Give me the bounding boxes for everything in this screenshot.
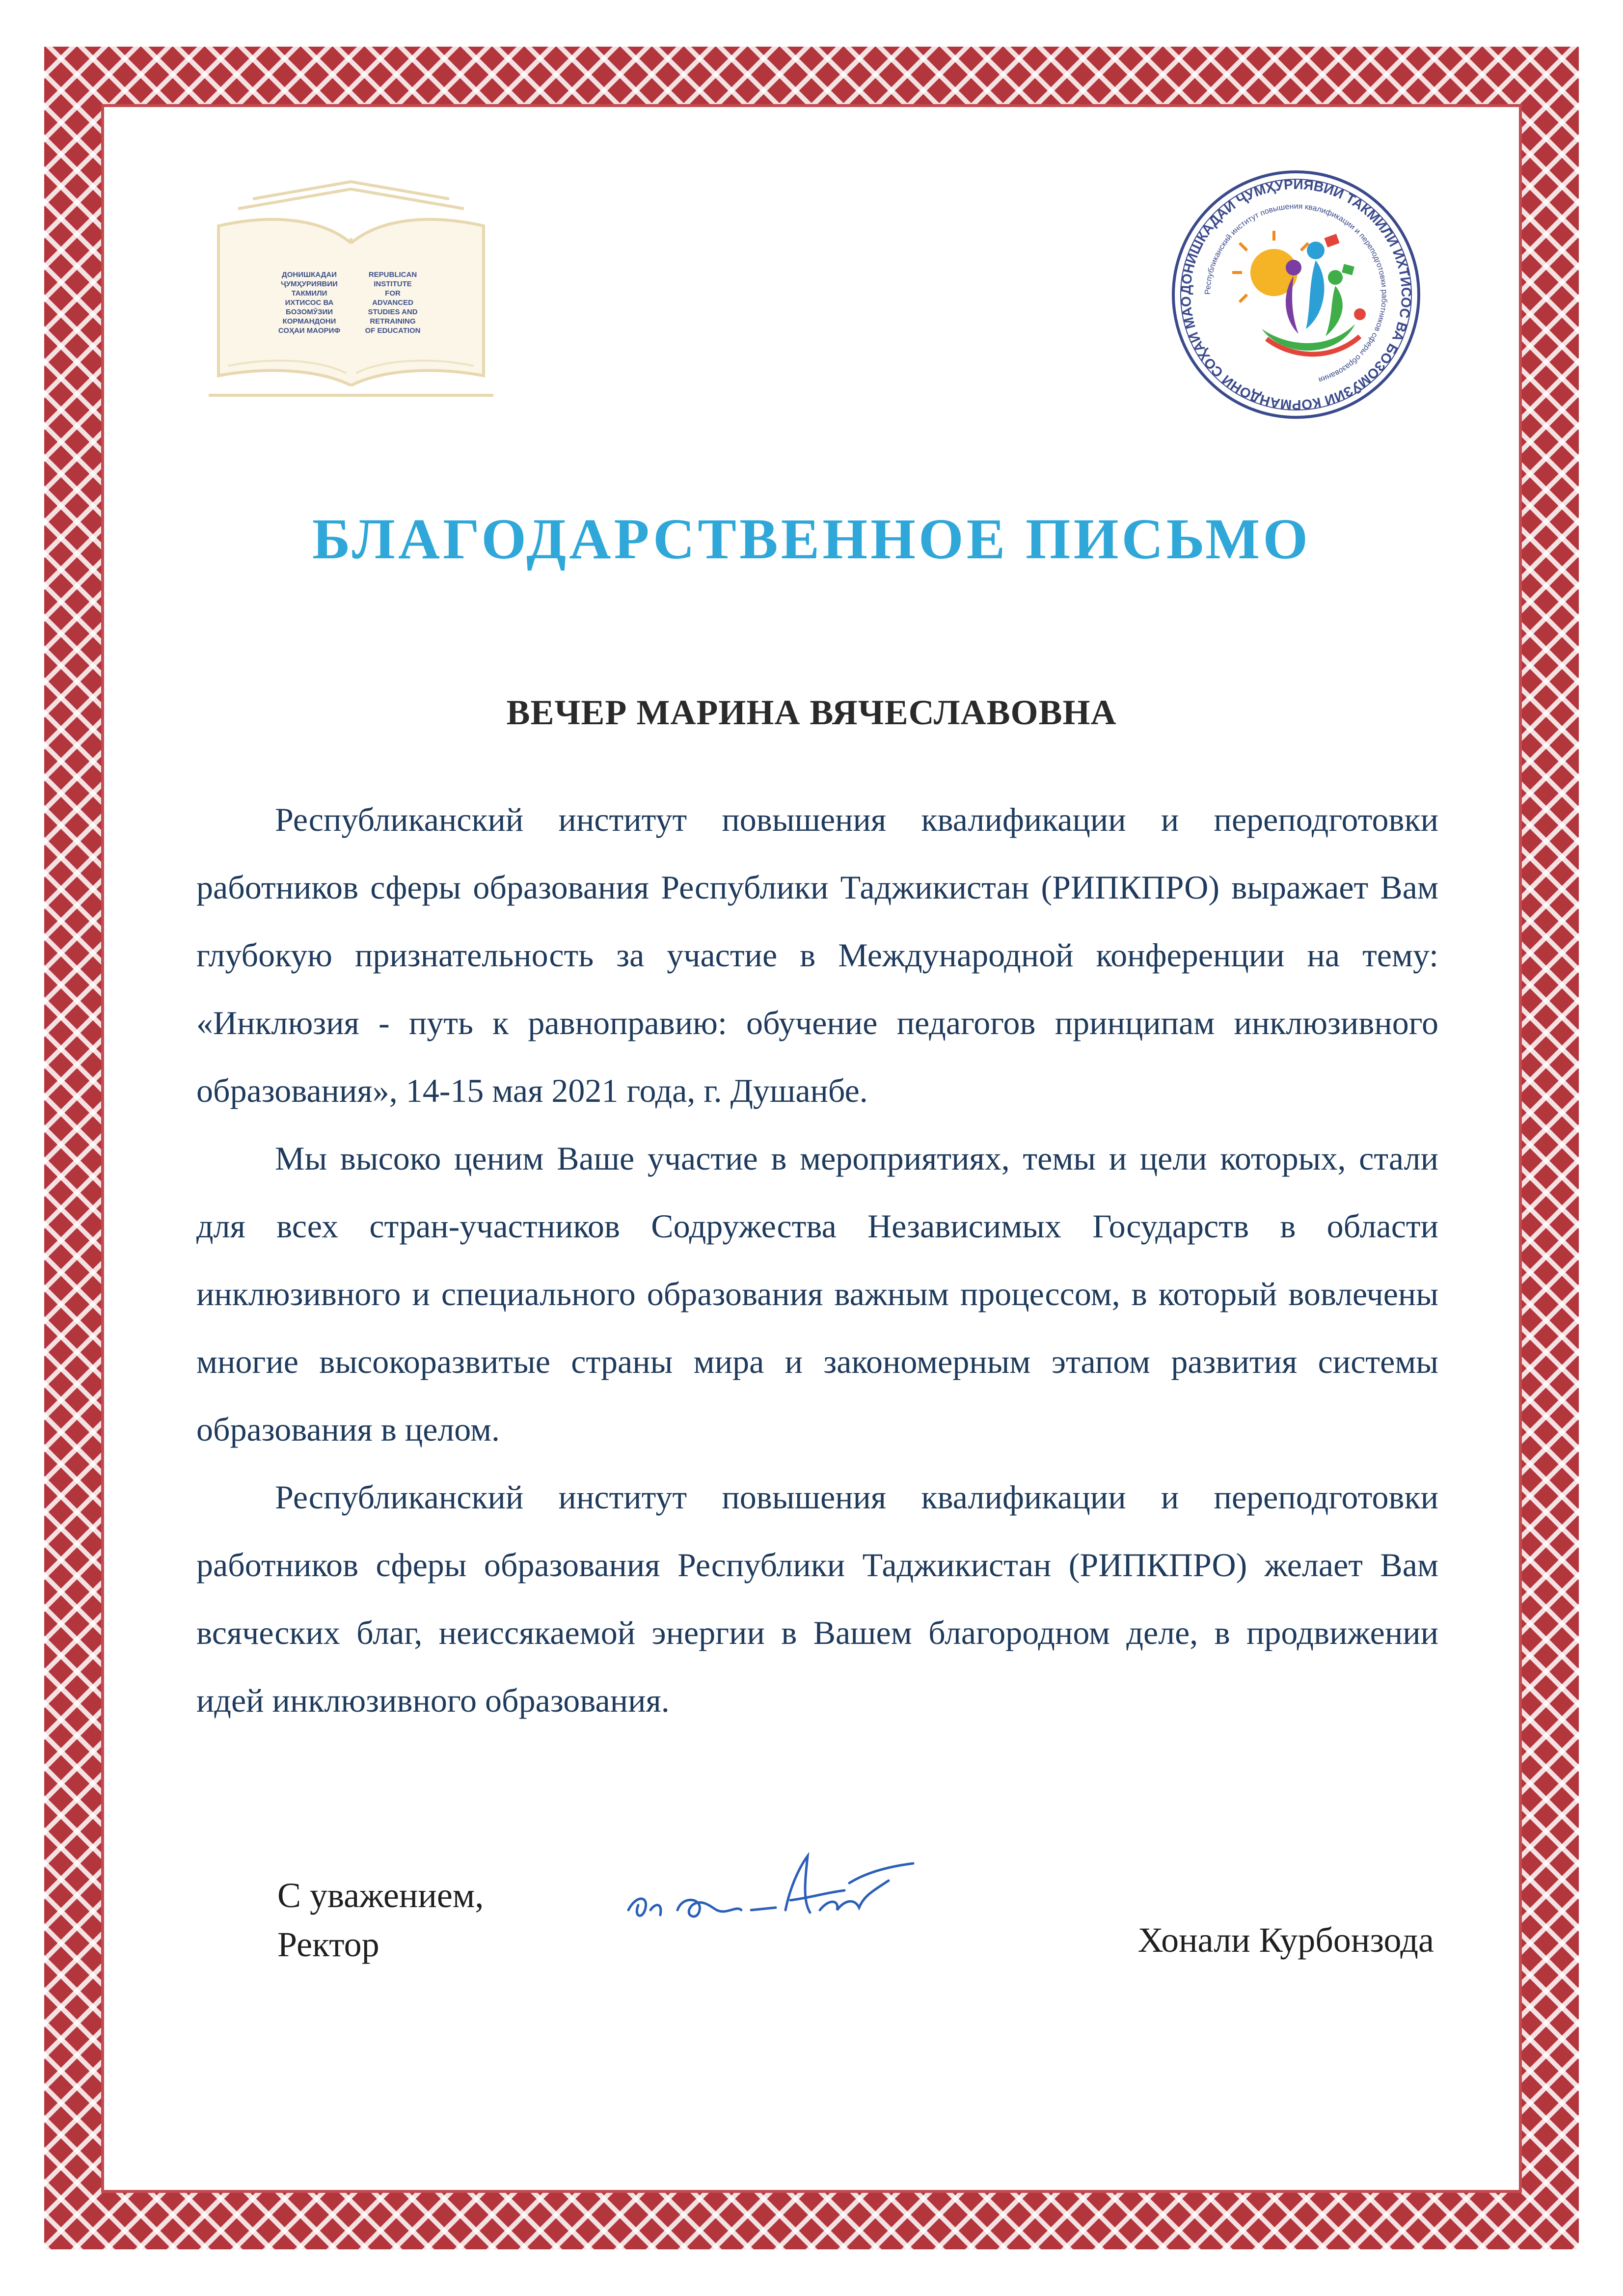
paragraph-wishes: Республиканский институт повышения квалификации и переподготовки работников сферы образования Республики Таджикистан (РИПКПРО) желает Вам всяческих благ, неиссякаемой энергии в Вашем благородном деле, в продвижении идей инклюзивного образования. xyxy=(196,1478,1438,1719)
institute-book-logo xyxy=(199,179,503,405)
seal-inner-text: Республиканский институт повышения квалификации и переподготовки работников сферы образования xyxy=(1203,202,1389,384)
book-caption-tajik: ДОНИШКАДАИ ҶУМҲУРИЯВИИ ТАКМИЛИ ИХТИСОС ВА БОЗОМӮЗИИ КОРМАНДОНИ СОҲАИ МАОРИФ xyxy=(278,271,341,335)
handwritten-signature xyxy=(614,1836,928,1949)
recipient-name: ВЕЧЕР МАРИНА ВЯЧЕСЛАВОВНА xyxy=(506,693,1117,732)
paragraph-appreciation: Мы высоко ценим Ваше участие в мероприятиях, темы и цели которых, стали для всех стран-участников Содружества Независимых Государств в области инклюзивного и специального образования важным процессом, в который вовлечены многие высокоразвитые страны мира и закономерным этапом развития системы образования в целом. xyxy=(196,1140,1438,1448)
letter-title: БЛАГОДАРСТВЕННОЕ ПИСЬМО xyxy=(312,507,1311,571)
closing-greeting: С уважением, xyxy=(277,1876,484,1915)
paragraph-gratitude: Республиканский институт повышения квалификации и переподготовки работников сферы образования Республики Таджикистан (РИПКПРО) выражает Вам глубокую признательность за участие в Международной конференции на тему: «Инклюзия - путь к равноправию: обучение педагогов принципам инклюзивного образования», 14-15 мая 2021 года, г. Душанбе. xyxy=(196,801,1438,1109)
closing-block xyxy=(277,1871,484,1969)
institute-round-seal xyxy=(1168,167,1424,422)
seal-outer-text: ДОНИШКАДАИ ҶУМҲУРИЯВИИ ТАКМИЛИ ИХТИСОС ВА БОЗОМӮЗИИ КОРМАНДОНИ СОҲАИ МАО xyxy=(1178,176,1414,413)
letter-body xyxy=(196,786,1438,1734)
book-caption-english: REPUBLICAN INSTITUTE FOR ADVANCED STUDIES AND RETRAINING OF EDUCATION xyxy=(365,271,421,335)
closing-position: Ректор xyxy=(277,1925,379,1964)
signer-name: Хонали Курбонзода xyxy=(1137,1920,1434,1960)
